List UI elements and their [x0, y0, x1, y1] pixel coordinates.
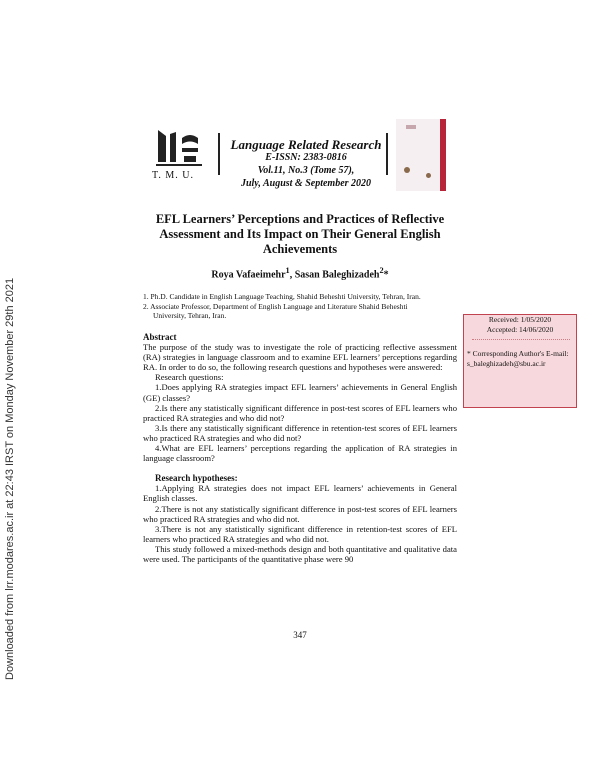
- journal-cover-thumbnail: [396, 119, 446, 191]
- journal-eissn: E-ISSN: 2383-0816: [265, 152, 347, 163]
- university-logo: [150, 126, 220, 188]
- abstract-heading: Abstract: [143, 332, 177, 342]
- download-watermark: [4, 80, 20, 680]
- author-2-name: Sasan Baleghizadeh: [294, 269, 380, 281]
- research-hypothesis-3: 3.There is not any statistically significant difference in retention-test scores of EFL learners who practiced RA strategies and who did not.: [143, 523, 457, 544]
- research-question-4: 4.What are EFL learners’ perceptions regarding the application of RA strategies in language classroom?: [143, 443, 457, 464]
- affiliation-2: 2. Associate Professor, Department of English Language and Literature Shahid Beheshti: [143, 301, 408, 311]
- corresponding-author-mark: *: [383, 269, 389, 281]
- research-hypothesis-2: 2.There is not any statistically significant difference in post-test scores of EFL learners who practiced RA strategies and who did not.: [143, 503, 457, 524]
- header-divider-left: [218, 133, 220, 175]
- corresponding-author-info: [467, 349, 573, 368]
- affiliations: [143, 292, 453, 321]
- affiliation-1: 1. Ph.D. Candidate in English Language Teaching, Shahid Beheshti University, Tehran, Iran.: [143, 292, 421, 301]
- corresponding-email[interactable]: s_baleghizadeh@sbu.ac.ir: [467, 358, 546, 368]
- research-question-1: 1.Does applying RA strategies impact EFL learners’ achievements in General English (GE) classes?: [143, 382, 457, 403]
- abstract-closing: This study followed a mixed-methods design and both quantitative and qualitative data were used. The participants of the quantitative phase were 90: [143, 543, 457, 564]
- accepted-date: Accepted: 14/06/2020: [486, 324, 554, 334]
- university-emblem-icon: [154, 126, 204, 168]
- research-questions-heading: Research questions:: [155, 372, 224, 383]
- download-note: Downloaded from lrr.modares.ac.ir at 22:43 IRST on Monday November 29th 2021: [4, 277, 16, 680]
- journal-dates: July, August & September 2020: [240, 178, 372, 189]
- research-hypothesis-1: 1.Applying RA strategies does not impact EFL learners’ achievements in General English classes.: [143, 483, 457, 504]
- author-1-name: Roya Vafaeimehr: [211, 269, 286, 281]
- affiliation-2-continued: University, Tehran, Iran.: [153, 311, 227, 320]
- article-info-box: [463, 314, 577, 408]
- journal-info: [226, 138, 386, 190]
- abstract-intro: The purpose of the study was to investigate the role of practicing reflective assessment (RA) strategies in language classroom and to examine EFL learners’ perceptions regarding RA. In order to do so, the following research questions and hypotheses were answered:: [143, 342, 457, 373]
- research-hypotheses-heading: Research hypotheses:: [155, 473, 238, 484]
- info-box-divider: [472, 339, 570, 340]
- journal-title: Language Related Research: [230, 137, 382, 152]
- journal-volume: Vol.11, No.3 (Tome 57),: [257, 165, 355, 176]
- article-title: EFL Learners’ Perceptions and Practices of Reflective Assessment and Its Impact on Their General English Achievements: [155, 212, 445, 256]
- received-date: Received: 1/05/2020: [488, 315, 552, 324]
- logo-caption: T. M. U.: [152, 170, 194, 181]
- author-line: [140, 266, 460, 280]
- author-separator: ,: [289, 269, 295, 281]
- author-2-affiliation-mark: 2: [379, 266, 384, 275]
- author-1-affiliation-mark: 1: [285, 266, 290, 275]
- research-question-2: 2.Is there any statistically significant difference in post-test scores of EFL learners who practiced RA strategies and who did not?: [143, 402, 457, 423]
- abstract-section: [143, 332, 457, 564]
- corresponding-label: * Corresponding Author's E-mail:: [467, 349, 569, 358]
- research-question-3: 3.Is there any statistically significant difference in retention-test scores of EFL learners who practiced RA strategies and who did not?: [143, 422, 457, 443]
- page-number: 347: [293, 630, 307, 640]
- header-divider-right: [386, 133, 388, 175]
